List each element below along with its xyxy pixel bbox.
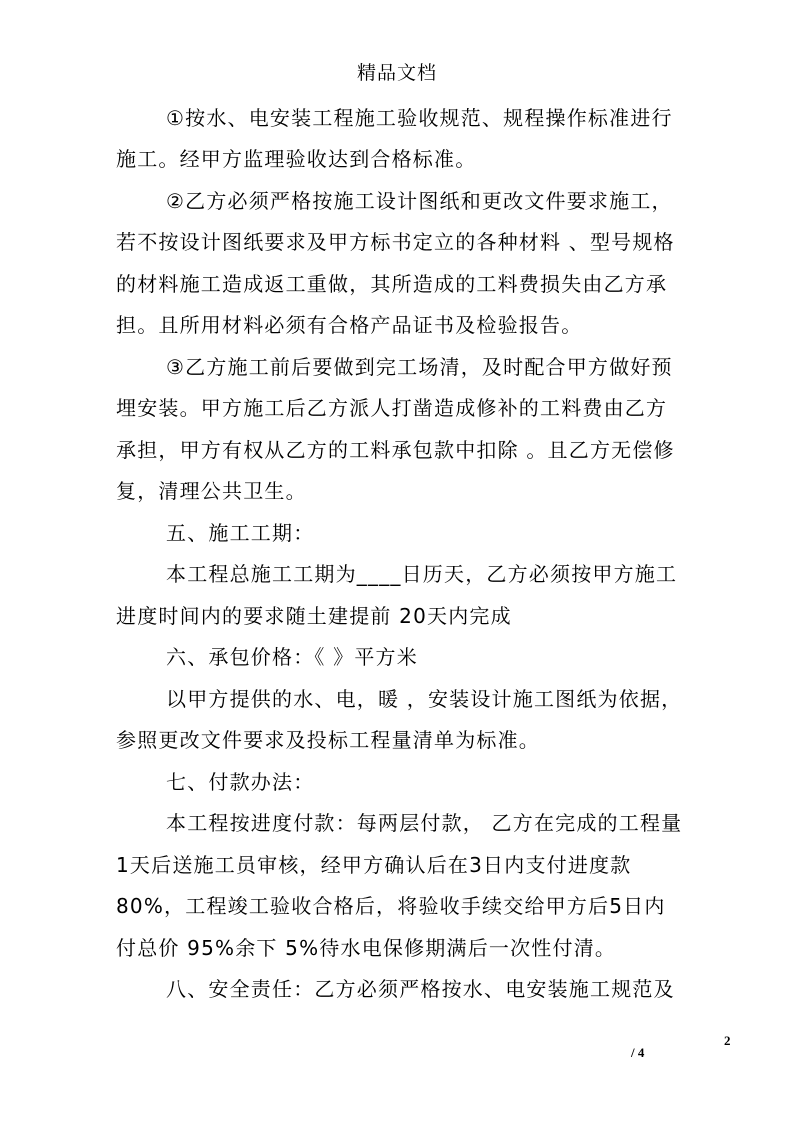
paragraph-line: 埋安装。甲方施工后乙方派人打凿造成修补的工料费由乙方 [116,396,668,420]
paragraph-line: 付总价 95%余下 5%待水电保修期满后一次性付清。 [116,936,617,960]
paragraph-line: 若不按设计图纸要求及甲方标书定立的各种材料 、型号规格 [116,230,675,254]
page-number: 2 [724,1033,731,1048]
paragraph-line: ②乙方必须严格按施工设计图纸和更改文件要求施工， [166,189,673,213]
section-heading: 五、施工工期： [166,521,315,545]
section-heading: 六、承包价格：《 》平方米 [166,645,418,669]
paragraph-line: 80%，工程竣工验收合格后，将验收手续交给甲方后5日内 [116,894,666,918]
page-header: 精品文档 [356,62,437,84]
paragraph-line: 参照更改文件要求及投标工程量清单为标准。 [116,728,540,752]
paragraph-line: 承担，甲方有权从乙方的工料承包款中扣除 。且乙方无偿修 [116,438,675,462]
paragraph-line: 以甲方提供的水、电，暖 ，安装设计施工图纸为依据， [166,687,683,711]
page-total: / 4 [631,1045,645,1060]
paragraph-line: ③乙方施工前后要做到完工场清，及时配合甲方做好预 [166,355,673,379]
paragraph-line: 施工。经甲方监理验收达到合格标准。 [116,147,477,171]
paragraph-line: 1天后送施工员审核，经甲方确认后在3日内支付进度款 [116,853,632,877]
paragraph-line: 担。且所用材料必须有合格产品证书及检验报告。 [116,313,583,337]
paragraph-line: ①按水、电安装工程施工验收规范、规程操作标准进行 [166,106,673,130]
section-heading: 七、付款办法： [166,770,315,794]
paragraph-line: 复，清理公共卫生。 [116,479,307,503]
paragraph-line: 的材料施工造成返工重做，其所造成的工料费损失由乙方承 [116,272,668,296]
section-heading: 八、安全责任：乙方必须严格按水、电安装施工规范及 [166,977,675,1001]
paragraph-line: 进度时间内的要求随土建提前 20天内完成 [116,604,512,628]
paragraph-line: 本工程按进度付款：每两层付款， 乙方在完成的工程量 [166,811,683,835]
paragraph-line: 本工程总施工工期为____日历天，乙方必须按甲方施工 [166,562,678,586]
